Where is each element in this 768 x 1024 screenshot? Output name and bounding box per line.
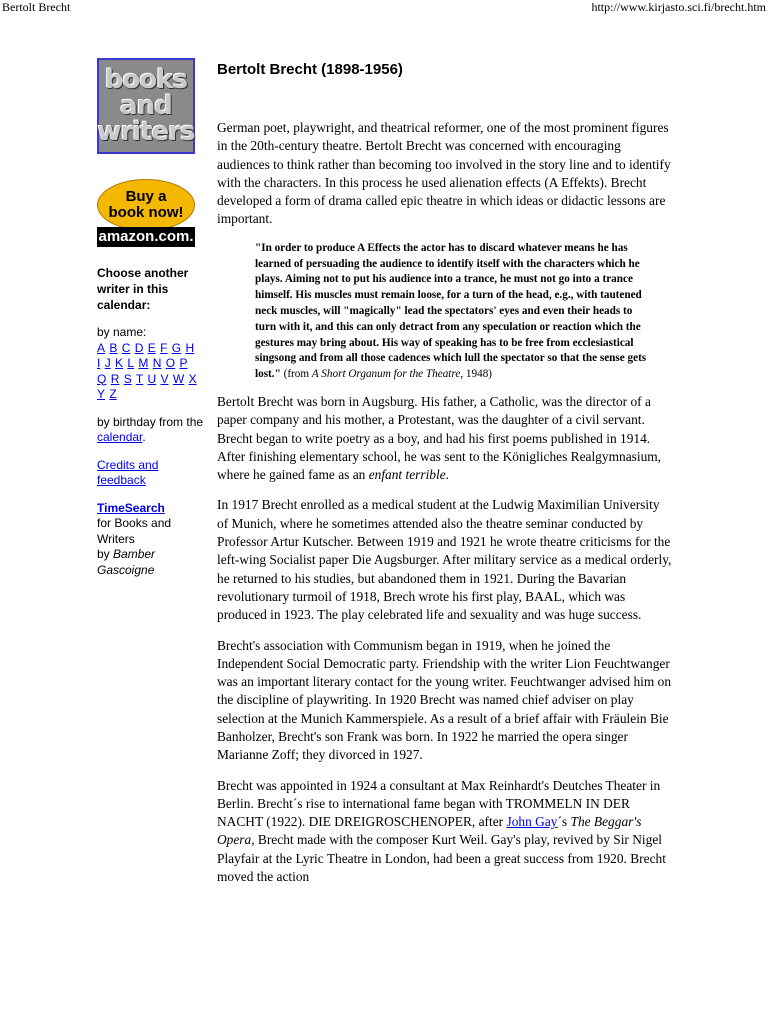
letter-link-u[interactable]: U <box>147 371 157 386</box>
letter-row <box>97 356 207 372</box>
letter-link-b[interactable]: B <box>109 340 118 355</box>
birthday-nav <box>97 415 207 446</box>
amazon-badge <box>97 179 195 231</box>
quote-from: (from <box>280 368 312 381</box>
amazon-buy-text: Buy a <box>125 188 167 205</box>
letter-link-s[interactable]: S <box>123 371 132 386</box>
letter-link-n[interactable]: N <box>152 356 162 370</box>
letter-link-v[interactable]: V <box>160 371 169 386</box>
letter-row <box>97 341 207 357</box>
author-name: Bamber Gascoigne <box>97 547 156 577</box>
letter-row <box>97 372 207 388</box>
sidebar <box>97 58 207 578</box>
letter-link-c[interactable]: C <box>121 340 131 355</box>
biography-paragraph-3: Brecht's association with Communism began in 1919, when he joined the Independent Social Democratic party. Friendship with the writer Lion Feuchtwanger was an important literary contact for the young writer. Feuchtwanger advised him on the discipline of playwriting. In 1920 Brecht was named chief adviser on play selection at the Munich Kammerspiele. As a result of a brief affair with Fräulein Bie Banholzer, Brecht's son Frank was born. In 1922 he married the opera singer Marianne Zoff; they divorced in 1927. <box>217 637 672 763</box>
quote-source: A Short Organum for the Theatre <box>311 368 461 381</box>
letter-index <box>97 341 207 403</box>
header-url: http://www.kirjasto.sci.fi/brecht.htm <box>591 0 766 14</box>
letter-link-h[interactable]: H <box>185 340 195 355</box>
block-quote <box>255 241 655 383</box>
biography-paragraph-2: In 1917 Brecht enrolled as a medical student at the Ludwig Maximilian University of Munich, where he sometimes attended also the theatre seminar conducted by Professor Artur Kutscher. Between 1919 and 1921 he wrote theatre criticisms for the left-wing Socialist paper Die Augsburger. After military service as a medical orderly, he returned to his studies, but abandoned them in 1921. During the Bavarian revolutionary turmoil of 1918, Brech wrote his first play, BAAL, which was produced in 1923. The play celebrated life and sexuality and was huge success. <box>217 497 672 623</box>
intro-paragraph: German poet, playwright, and theatrical reformer, one of the most prominent figures in the 20th-century theatre. Bertolt Brecht was concerned with encouraging audiences to think rather than becoming too involved in the story line and to identify with the characters. In this process he used alienation effects (A Effekts). Brecht developed a form of drama called epic theatre in which ideas or didactic lessons are important. <box>217 120 671 227</box>
letter-link-e[interactable]: E <box>147 340 156 355</box>
letter-link-p[interactable]: P <box>179 356 188 370</box>
amazon-buy-button[interactable] <box>97 179 195 247</box>
letter-link-i[interactable]: I <box>97 356 101 370</box>
para4-italic: The Beggar's Opera <box>217 814 642 848</box>
para1-text: Bertolt Brecht was born in Augsburg. His father, a Catholic, was the director of a paper company and his mother, a Protestant, was the daughter of a civil servant. Brecht began to write poetry as a boy, and had his first poems published in 1914. After finishing elementary school, he was sent to the Königliches Realgymnasium, where he gained fame as an <box>217 393 662 483</box>
page-title: Bertolt Brecht (1898-1956) <box>217 61 403 78</box>
letter-link-d[interactable]: D <box>134 340 144 355</box>
timesearch-description: for Books and Writers <box>97 516 172 546</box>
letter-link-k[interactable]: K <box>115 356 124 370</box>
quote-year: , 1948) <box>460 368 493 381</box>
logo-word-and: and <box>120 91 172 121</box>
letter-link-l[interactable]: L <box>127 356 135 370</box>
letter-link-t[interactable]: T <box>135 371 144 386</box>
letter-link-r[interactable]: R <box>110 371 120 386</box>
article <box>217 58 672 898</box>
author-credit <box>97 547 207 578</box>
letter-link-a[interactable]: A <box>97 340 106 355</box>
calendar-link[interactable]: calendar <box>97 430 143 444</box>
amazon-logo: amazon.com. <box>98 228 194 245</box>
letter-link-x[interactable]: X <box>188 371 197 386</box>
para4-text-3: , Brecht made with the composer Kurt Weil. Gay's play, revived by Sir Nigel Playfair at the Lyric Theatre in London, had been a great success from 1920. Brecht moved the action <box>217 832 666 885</box>
letter-link-o[interactable]: O <box>165 356 176 370</box>
logo-word-writers: writers <box>97 117 195 147</box>
letter-link-m[interactable]: M <box>138 356 149 370</box>
timesearch-link[interactable]: TimeSearch <box>97 500 165 515</box>
letter-link-q[interactable]: Q <box>97 371 107 386</box>
para1-italic: enfant terrible <box>368 467 446 483</box>
letter-link-w[interactable]: W <box>172 371 185 386</box>
biography-paragraph-1 <box>217 393 672 484</box>
para4-text: Brecht was appointed in 1924 a consultant at Max Reinhardt's Deutches Theater in Berlin. Brecht´s rise to international fame began with TROMMELN IN DER NACHT (1922). DIE DREIGROSCHENOPER, after <box>217 777 661 830</box>
choose-writer-heading: Choose another writer in this calendar: <box>97 266 189 312</box>
birthday-suffix: . <box>142 430 146 444</box>
by-name-label: by name: <box>97 325 147 339</box>
letter-link-f[interactable]: F <box>160 340 168 355</box>
credits-feedback-link[interactable]: Credits and feedback <box>97 457 159 487</box>
letter-link-j[interactable]: J <box>104 356 111 370</box>
letter-link-y[interactable]: Y <box>97 387 106 401</box>
header-title: Bertolt Brecht <box>2 0 71 14</box>
amazon-book-now-text: book now! <box>108 204 184 221</box>
letter-link-g[interactable]: G <box>171 340 182 355</box>
books-and-writers-logo[interactable] <box>97 58 195 154</box>
para1-end: . <box>445 467 450 483</box>
letter-link-z[interactable]: Z <box>109 387 117 401</box>
print-header <box>0 0 768 16</box>
quote-text: "In order to produce A Effects the actor has to discard whatever means he has learned of persuading the audience to identify itself with the characters which he plays. Aiming not to put his audience into a trance, he must not go into a trance himself. His muscles must remain loose, for a turn of the head, e.g., with tautened neck muscles, will "magically" lead the spectators' eyes and even their heads to turn with it, and this can only detract from any speculation or reaction which the gestures may bring about. His way of speaking has to be free from ecclesiastical singsong and from all those cadences which lull the spectator so that the sense gets lost." <box>255 241 647 381</box>
birthday-prefix: by birthday from the <box>97 414 204 429</box>
para4-text-2: ´s <box>557 814 571 830</box>
logo-word-books: books <box>104 65 188 95</box>
biography-paragraph-4 <box>217 777 672 887</box>
john-gay-link[interactable]: John Gay <box>506 814 558 830</box>
by-label: by <box>97 547 110 561</box>
letter-row <box>97 387 207 403</box>
